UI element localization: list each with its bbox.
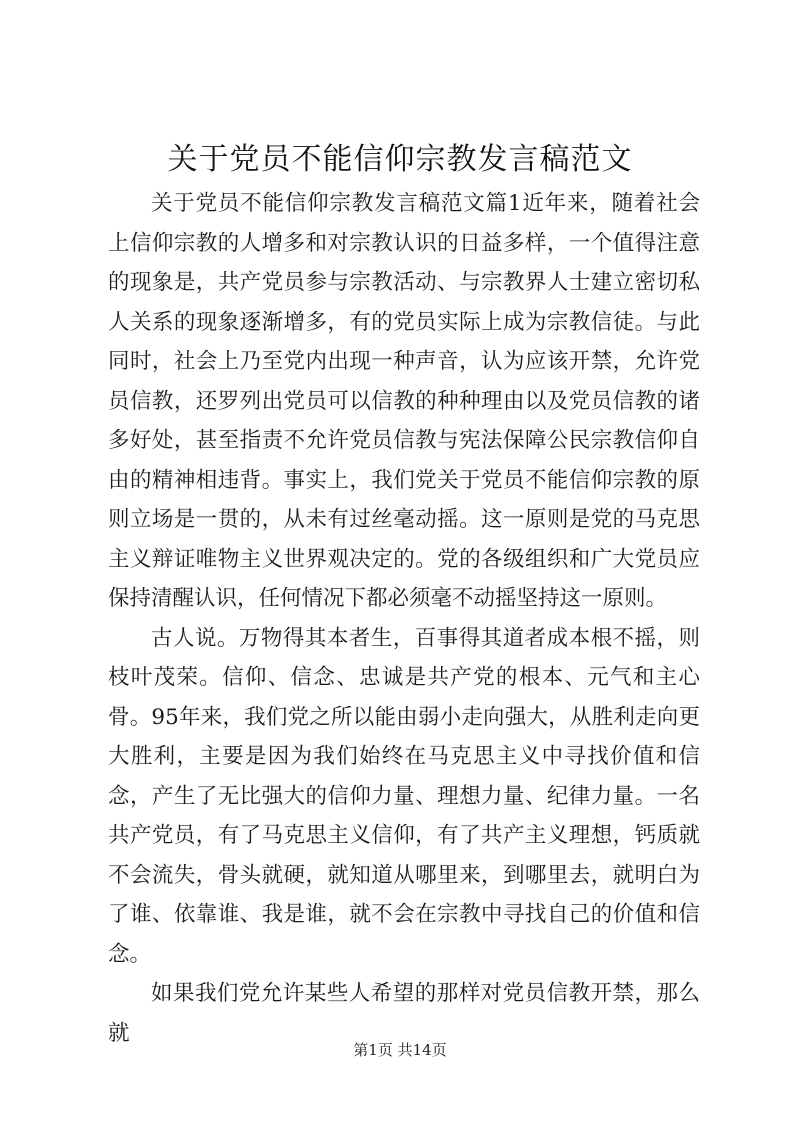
document-body (108, 184, 700, 1053)
paragraph-2: 古人说。万物得其本者生，百事得其道者成本根不摇，则枝叶茂荣。信仰、信念、忠诚是共产党的根本、元气和主心骨。95年来，我们党之所以能由弱小走向强大，从胜利走向更大胜利，主要是因为我们始终在马克思主义中寻找价值和信念，产生了无比强大的信仰力量、理想力量、纪律力量。一名共产党员，有了马克思主义信仰，有了共产主义理想，钙质就不会流失，骨头就硬，就知道从哪里来，到哪里去，就明白为了谁、依靠谁、我是谁，就不会在宗教中寻找自己的价值和信念。 (108, 625, 700, 967)
paragraph-1: 关于党员不能信仰宗教发言稿范文篇1近年来，随着社会上信仰宗教的人增多和对宗教认识的日益多样，一个值得注意的现象是，共产党员参与宗教活动、与宗教界人士建立密切私人关系的现象逐渐增多，有的党员实际上成为宗教信徒。与此同时，社会上乃至党内出现一种声音，认为应该开禁，允许党员信教，还罗列出党员可以信教的种种理由以及党员信教的诸多好处，甚至指责不允许党员信教与宪法保障公民宗教信仰自由的精神相违背。事实上，我们党关于党员不能信仰宗教的原则立场是一贯的，从未有过丝毫动摇。这一原则是党的马克思主义辩证唯物主义世界观决定的。党的各级组织和广大党员应保持清醒认识，任何情况下都必须毫不动摇坚持这一原则。 (108, 191, 700, 611)
paragraph-3: 如果我们党允许某些人希望的那样对党员信教开禁，那么就 (108, 981, 700, 1046)
document-title: 关于党员不能信仰宗教发言稿范文 (167, 142, 633, 177)
page-number-footer: 第1页 共14页 (353, 1041, 447, 1059)
